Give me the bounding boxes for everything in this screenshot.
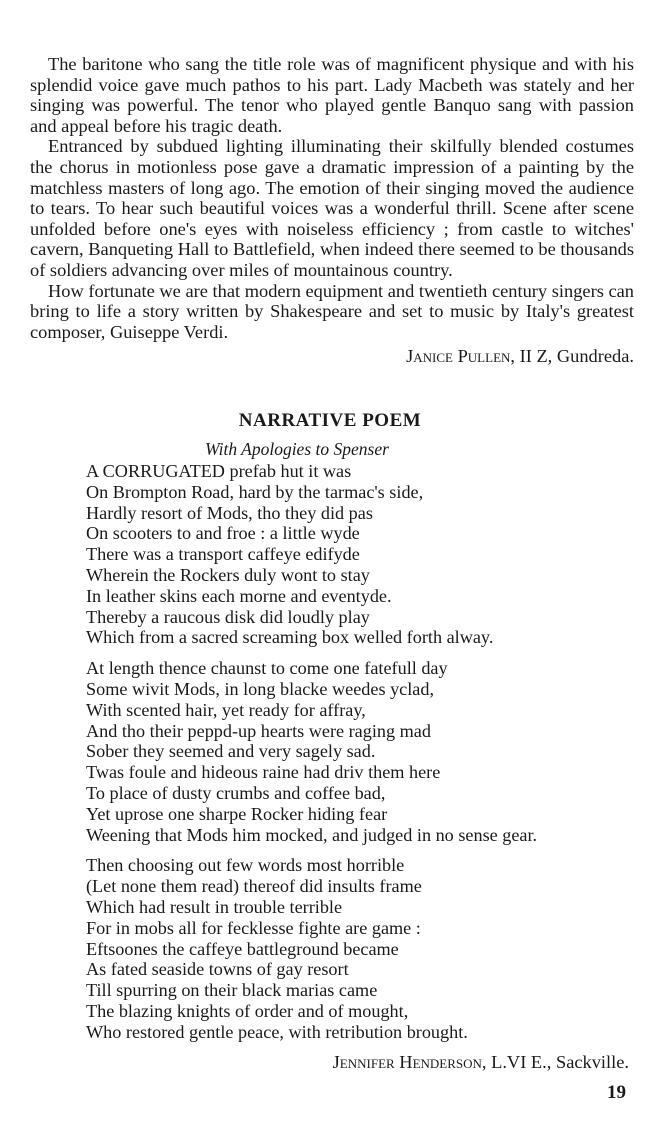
poem-subtitle: With Apologies to Spenser bbox=[205, 439, 389, 459]
poem-line: On Brompton Road, hard by the tarmac's side, bbox=[86, 481, 424, 502]
poem-line: Wherein the Rockers duly wont to stay bbox=[86, 564, 370, 585]
poem-line: With scented hair, yet ready for affray, bbox=[86, 699, 366, 720]
poem-line: And tho their peppd-up hearts were raging mad bbox=[86, 720, 431, 741]
poem-line: Sober they seemed and very sagely sad. bbox=[86, 741, 376, 762]
poem-stanza bbox=[86, 855, 646, 1042]
poem-line: Weening that Mods him mocked, and judged in no sense gear. bbox=[86, 824, 538, 845]
poem-line: Eftsoones the caffeye battleground became bbox=[86, 938, 399, 959]
poem-line: Which had result in trouble terrible bbox=[86, 896, 343, 917]
poem-line: Which from a sacred screaming box welled forth alway. bbox=[86, 627, 494, 648]
poem-line: The blazing knights of order and of mought, bbox=[86, 1000, 409, 1021]
article-signature bbox=[30, 346, 634, 367]
poem-line: Some wivit Mods, in long blacke weedes yclad, bbox=[86, 678, 435, 699]
article-paragraph: How fortunate we are that modern equipment and twentieth century singers can bring to life a story written by Shakespeare and set to music by Italy's greatest composer, Guiseppe Verdi. bbox=[30, 280, 634, 342]
poem-stanza bbox=[86, 461, 646, 648]
poem-body bbox=[86, 461, 646, 1053]
article-author-name: Janice Pullen bbox=[406, 346, 511, 367]
poem-title: NARRATIVE POEM bbox=[238, 410, 422, 431]
poem-line: For in mobs all for fecklesse fighte are game : bbox=[86, 917, 421, 938]
article-text bbox=[30, 54, 634, 367]
article-author-details: , II Z, Gundreda. bbox=[510, 346, 634, 367]
poem-line: Yet uprose one sharpe Rocker hiding fear bbox=[86, 803, 388, 824]
poem-line: Thereby a raucous disk did loudly play bbox=[86, 606, 370, 627]
poem-line: Till spurring on their black marias came bbox=[86, 980, 378, 1001]
poem-line: On scooters to and froe : a little wyde bbox=[86, 523, 360, 544]
poem-line: Who restored gentle peace, with retribution brought. bbox=[86, 1021, 468, 1042]
poem-line: There was a transport caffeye edifyde bbox=[86, 544, 360, 565]
page-number: 19 bbox=[607, 1082, 626, 1103]
poem-line: Then choosing out few words most horrible bbox=[86, 855, 405, 876]
poem-line: (Let none them read) thereof did insults frame bbox=[86, 876, 422, 897]
poem-line: At length thence chaunst to come one fatefull day bbox=[86, 658, 448, 679]
poem-line: In leather skins each morne and eventyde. bbox=[86, 585, 392, 606]
poem-line: A CORRUGATED prefab hut it was bbox=[86, 461, 352, 481]
poem-author-details: , L.VI E., Sackville. bbox=[481, 1052, 629, 1072]
poem-stanza bbox=[86, 658, 646, 845]
article-paragraph: Entranced by subdued lighting illuminating their skilfully blended costumes the chorus in motionless pose gave a dramatic impression of a painting by the matchless masters of long ago. The emotion of their singing moved the audience to tears. To hear such beautiful voices was a wonderful thrill. Scene after scene unfolded before one's eyes with noiseless efficiency ; from castle to witches' cavern, Banqueting Hall to Battlefield, when indeed there seemed to be thousands of soldiers advancing over miles of mountainous country. bbox=[30, 136, 634, 280]
poem-line: Twas foule and hideous raine had driv them here bbox=[86, 762, 441, 783]
poem-line: To place of dusty crumbs and coffee bad, bbox=[86, 782, 386, 803]
poem-signature bbox=[333, 1052, 629, 1073]
poem-line: Hardly resort of Mods, tho they did pas bbox=[86, 502, 373, 523]
poem-line: As fated seaside towns of gay resort bbox=[86, 959, 349, 980]
article-paragraph: The baritone who sang the title role was of magnificent physique and with his splendid voice gave much pathos to his part. Lady Macbeth was stately and her singing was powerful. The tenor who played gentle Banquo sang with passion and appeal before his tragic death. bbox=[30, 54, 634, 136]
poem-author-name: Jennifer Henderson bbox=[332, 1052, 482, 1072]
